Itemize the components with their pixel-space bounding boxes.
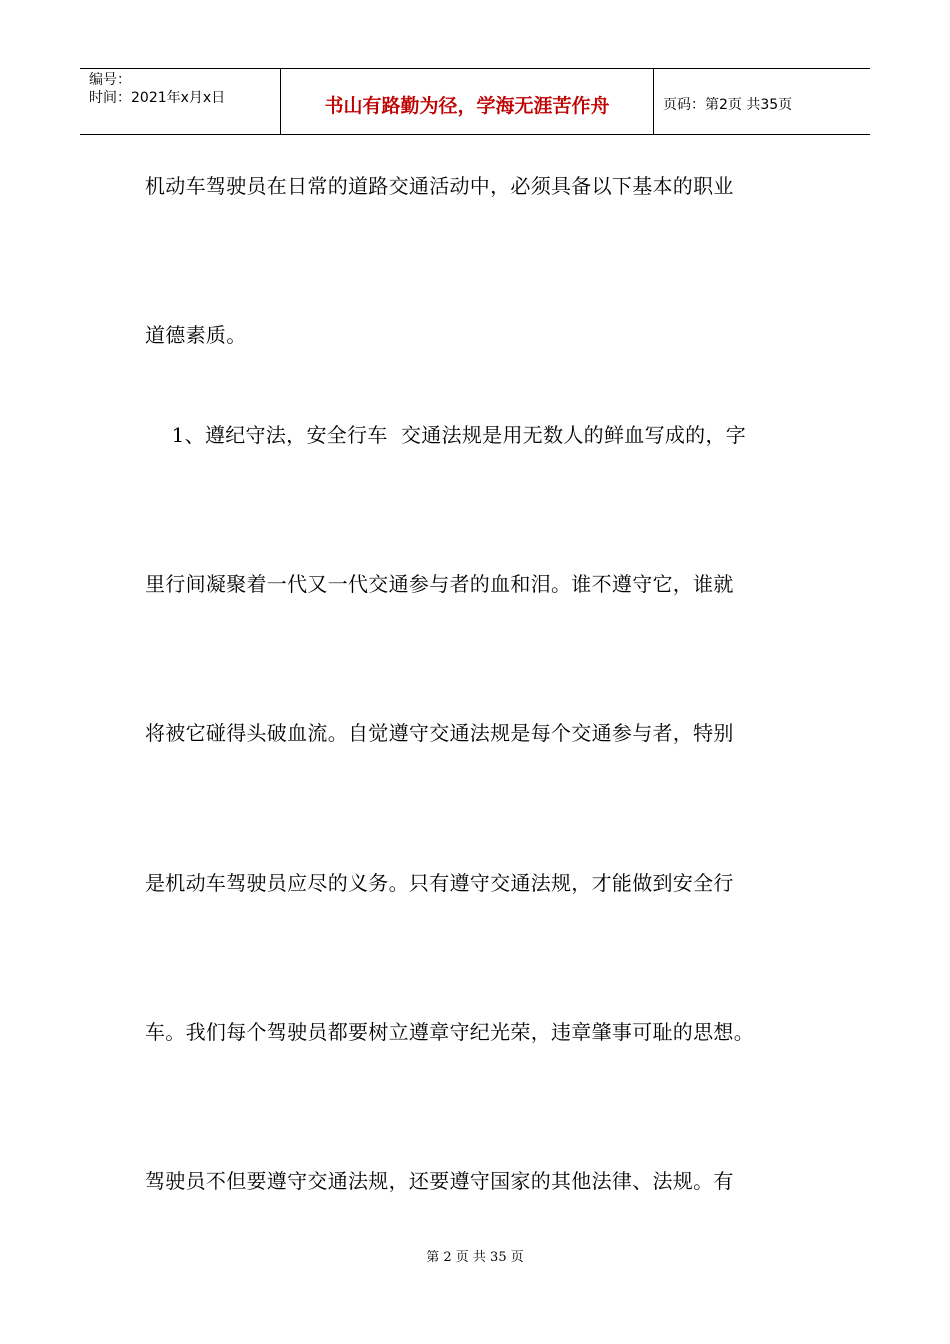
document-header <box>80 68 870 135</box>
body-line: 驾驶员不但要遵守交通法规，还要遵守国家的其他法律、法规。有 <box>145 1169 734 1193</box>
body-line: 里行间凝聚着一代又一代交通参与者的血和泪。谁不遵守它，谁就 <box>145 572 734 596</box>
document-time-label: 时间：2021年x月x日 <box>89 90 226 106</box>
body-line: 1、遵纪守法，安全行车 交通法规是用无数人的鲜血写成的，字 <box>145 423 747 447</box>
body-line: 车。我们每个驾驶员都要树立遵章守纪光荣，违章肇事可耻的思想。 <box>145 1020 754 1044</box>
header-motto: 书山有路勤为径，学海无涯苦作舟 <box>324 95 610 117</box>
body-line: 机动车驾驶员在日常的道路交通活动中，必须具备以下基本的职业 <box>145 174 734 198</box>
body-line: 是机动车驾驶员应尽的义务。只有遵守交通法规，才能做到安全行 <box>145 871 734 895</box>
body-line: 将被它碰得头破血流。自觉遵守交通法规是每个交通参与者，特别 <box>145 721 734 745</box>
header-meta-cell <box>80 69 281 134</box>
body-line: 道德素质。 <box>145 323 247 347</box>
header-page-cell <box>654 69 870 134</box>
header-page-info: 页码：第2页 共35页 <box>663 97 793 113</box>
document-number-label: 编号： <box>89 72 131 88</box>
page-footer: 第 2 页 共 35 页 <box>426 1250 524 1265</box>
header-motto-cell <box>281 69 654 134</box>
